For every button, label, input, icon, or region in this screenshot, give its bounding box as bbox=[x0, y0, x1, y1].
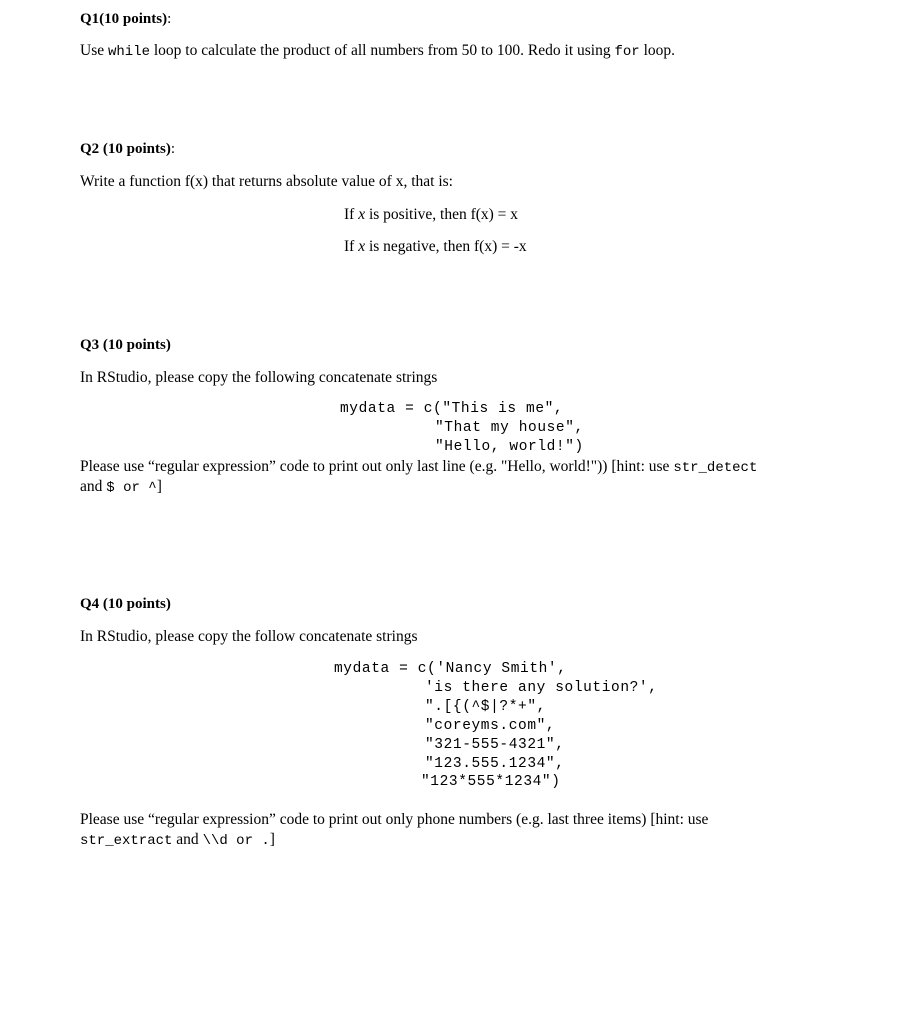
q2-case1-var: x bbox=[358, 206, 366, 223]
q1-text-1: Use bbox=[80, 42, 108, 59]
q4-instruction-end: ] bbox=[269, 831, 275, 848]
q4-intro: In RStudio, please copy the follow concatenate strings bbox=[80, 628, 418, 645]
q3-intro: In RStudio, please copy the following concatenate strings bbox=[80, 369, 438, 386]
q3-code-line-1: mydata = c("This is me", bbox=[340, 401, 564, 417]
q4-code-line-3: ".[{(^$|?*+", bbox=[425, 699, 546, 715]
q2-heading-colon: : bbox=[170, 141, 176, 157]
q4-instruction-line-2 bbox=[80, 831, 275, 849]
q3-heading: Q3 (10 points) bbox=[80, 337, 171, 353]
q4-code-line-4: "coreyms.com", bbox=[425, 718, 556, 734]
q3-instruction-and: and bbox=[80, 478, 107, 495]
q4-code-line-7: "123*555*1234") bbox=[421, 774, 561, 790]
q1-heading-colon: : bbox=[167, 11, 172, 27]
q2-case1-post: is positive, then f(x) = x bbox=[365, 206, 519, 223]
q3-code-line-3: "Hello, world!") bbox=[435, 439, 584, 455]
q4-instruction-line-1: Please use “regular expression” code to print out only phone numbers (e.g. last three items) [hint: use bbox=[80, 811, 709, 828]
q1-code-while: while bbox=[107, 44, 150, 60]
q3-instruction-line-2 bbox=[80, 478, 162, 496]
q3-instruction-text: Please use “regular expression” code to print out only last line (e.g. "Hello, world!")) [hint: use bbox=[80, 458, 674, 475]
q4-heading: Q4 (10 points) bbox=[80, 596, 171, 612]
q1-heading-text: Q1(10 points) bbox=[80, 11, 168, 27]
q3-code-anchors: $ or ^ bbox=[106, 480, 157, 496]
q2-case-negative bbox=[344, 238, 527, 256]
q2-intro: Write a function f(x) that returns absolute value of x, that is: bbox=[80, 173, 453, 190]
q2-case2-post: is negative, then f(x) = -x bbox=[365, 238, 527, 255]
q2-case2-pre: If bbox=[344, 238, 359, 255]
q1-text-3: loop. bbox=[639, 42, 676, 59]
q3-instruction-end: ] bbox=[156, 478, 162, 495]
q4-code-str-extract: str_extract bbox=[80, 833, 173, 849]
q3-code-line-2: "That my house", bbox=[435, 420, 584, 436]
q2-case2-var: x bbox=[358, 238, 366, 255]
q2-heading-text: Q2 (10 points) bbox=[80, 141, 171, 157]
q1-text-2: loop to calculate the product of all numbers from 50 to 100. Redo it using bbox=[150, 42, 615, 59]
q2-case1-pre: If bbox=[344, 206, 359, 223]
q4-code-digit-pattern: \\d or . bbox=[202, 833, 270, 849]
q4-instruction-and: and bbox=[172, 831, 203, 848]
q2-heading bbox=[80, 141, 175, 158]
q4-code-line-6: "123.555.1234", bbox=[425, 756, 565, 772]
q1-heading bbox=[80, 11, 171, 28]
q3-code-str-detect: str_detect bbox=[673, 460, 758, 476]
q3-instruction-line-1 bbox=[80, 458, 757, 476]
q4-code-line-5: "321-555-4321", bbox=[425, 737, 565, 753]
q4-code-line-2: 'is there any solution?', bbox=[425, 680, 658, 696]
q1-question bbox=[80, 42, 675, 60]
q4-code-line-1: mydata = c('Nancy Smith', bbox=[334, 661, 567, 677]
q2-case-positive bbox=[344, 206, 518, 224]
q1-code-for: for bbox=[614, 44, 640, 60]
